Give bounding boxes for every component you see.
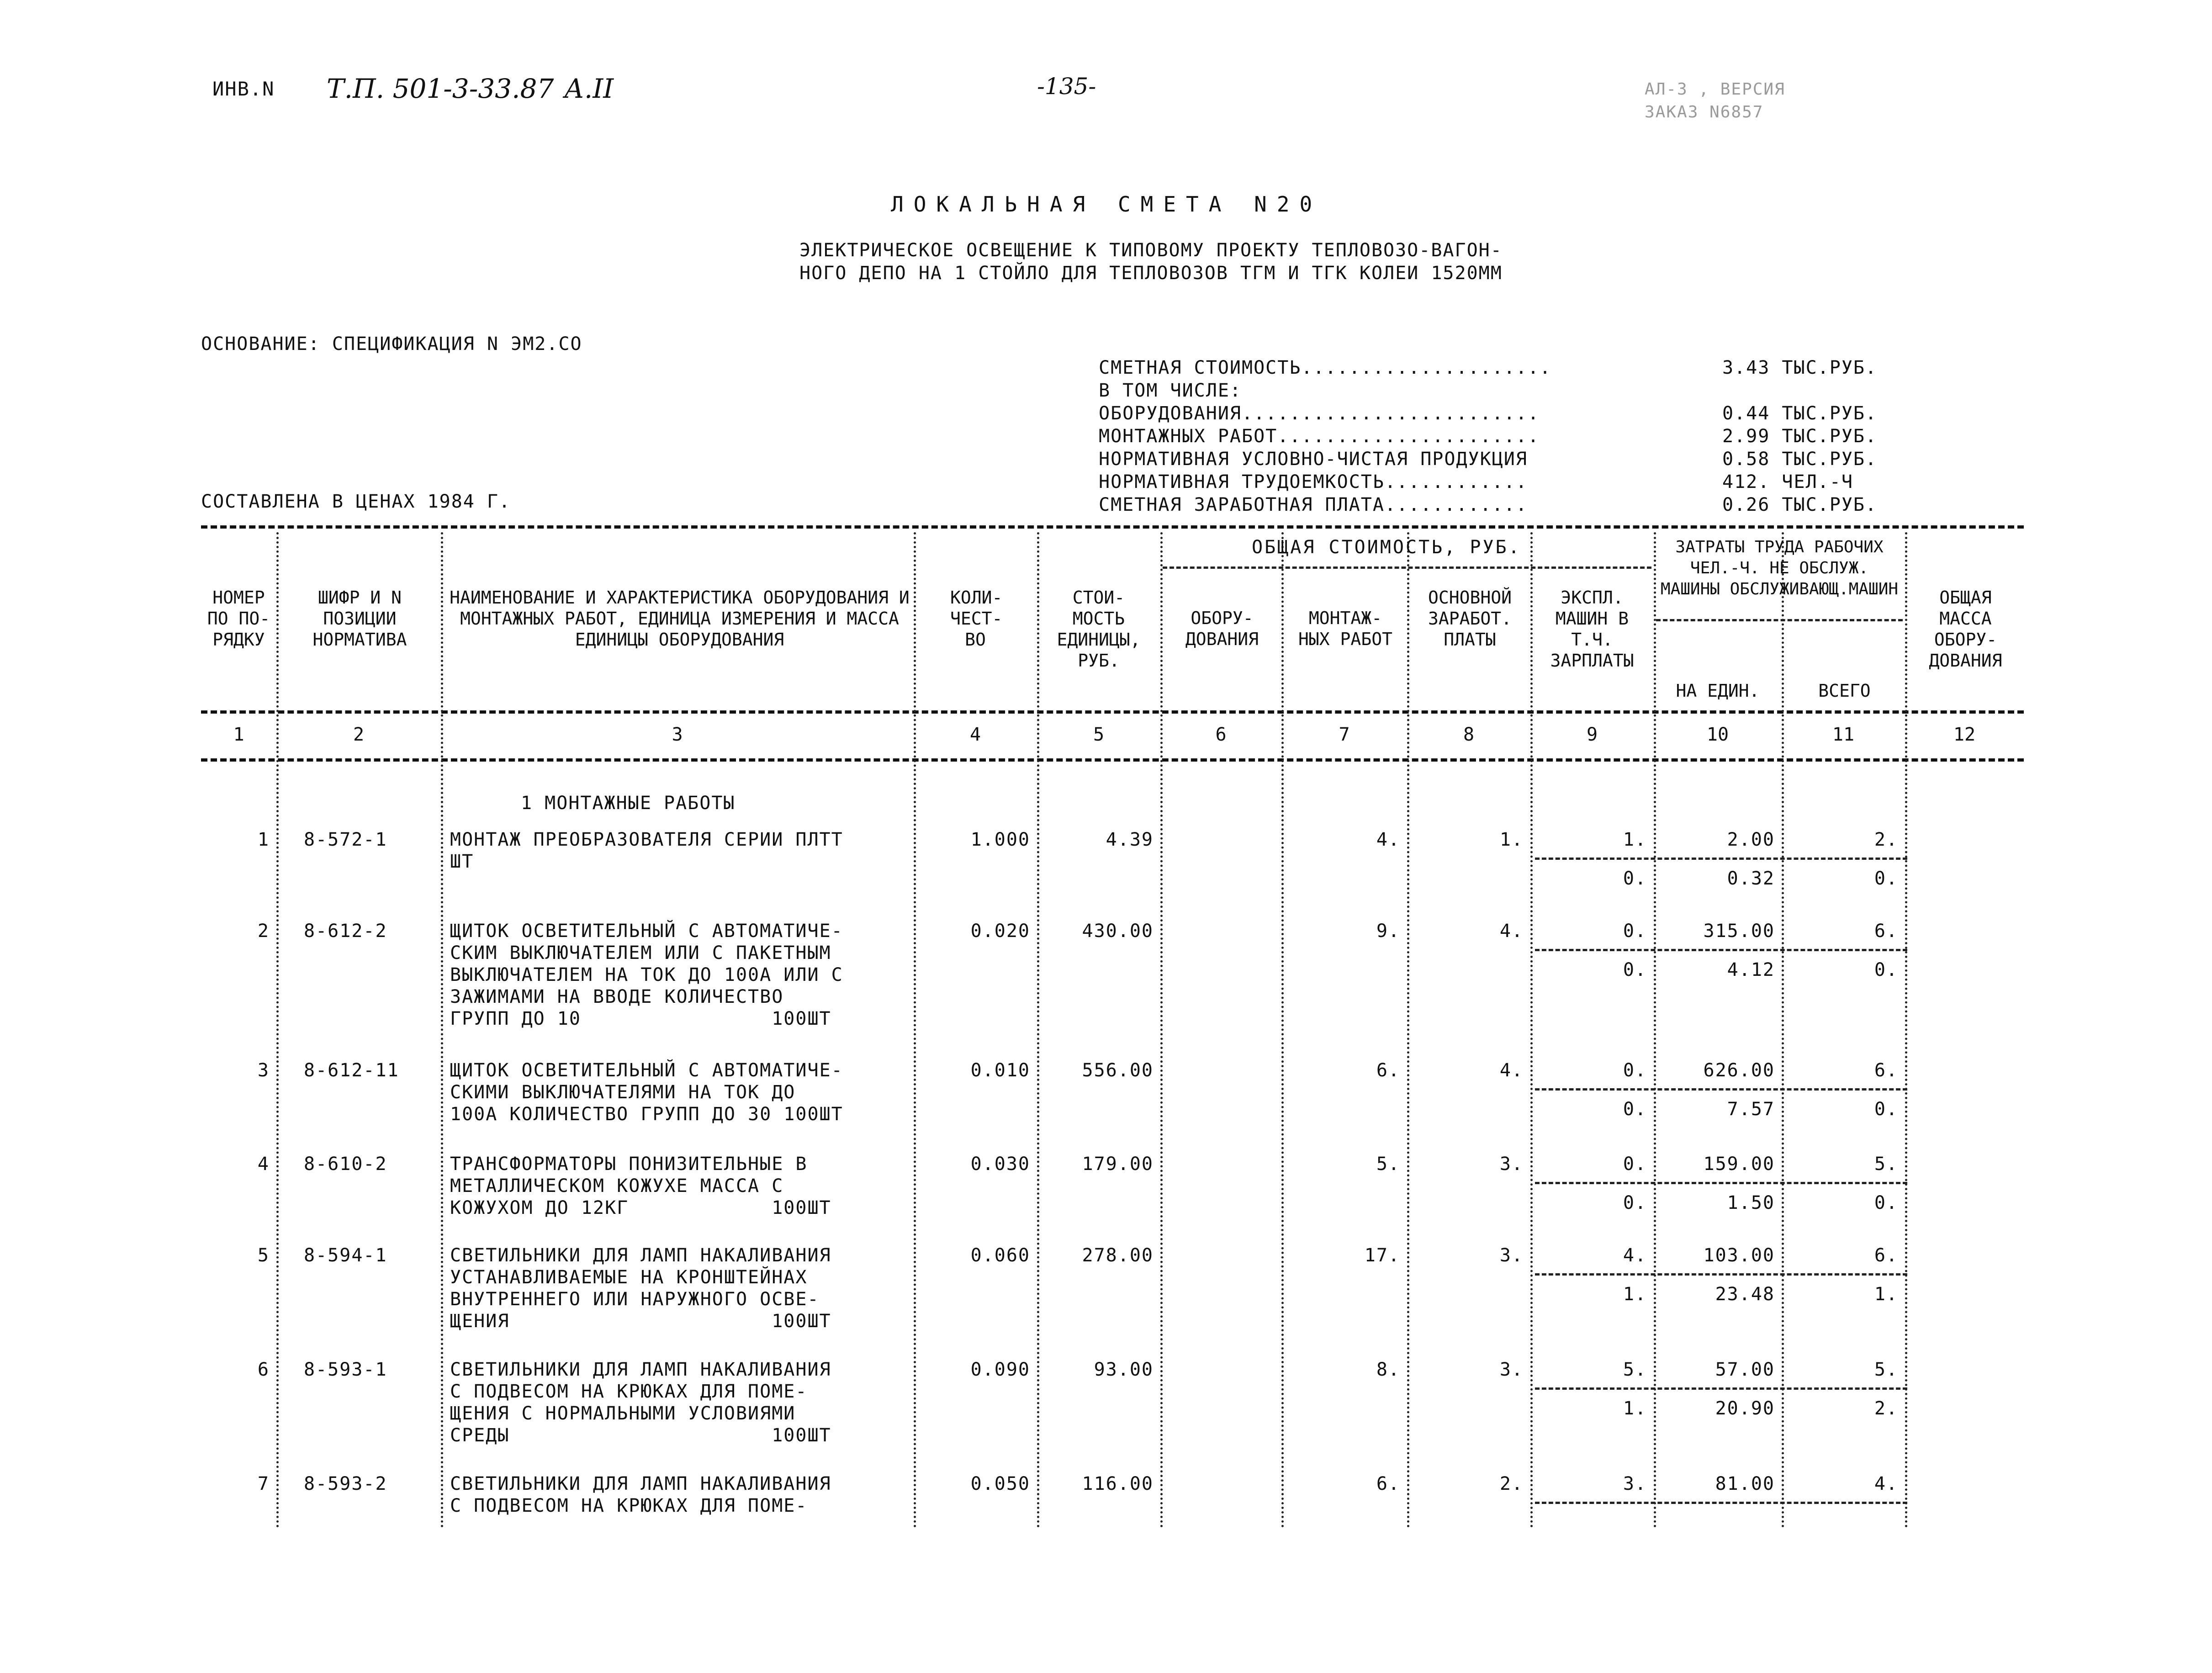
column-number: 2 <box>353 724 365 745</box>
row-labor-total-machines: 0. <box>1874 1192 1898 1213</box>
row-code: 8-610-2 <box>304 1154 387 1175</box>
column-number: 7 <box>1339 724 1350 745</box>
column-header-12: ОБЩАЯ МАССА ОБОРУ- ДОВАНИЯ <box>1929 588 2002 671</box>
subtitle-line-2: НОГО ДЕПО НА 1 СТОЙЛО ДЛЯ ТЕПЛОВОЗОВ ТГМ И ТГК КОЛЕИ 1520ММ <box>799 263 1503 284</box>
numbers-bottom-rule <box>201 758 2024 762</box>
section-title: 1 МОНТАЖНЫЕ РАБОТЫ <box>521 793 736 814</box>
row-machines: 3. <box>1623 1473 1647 1494</box>
row-labor-unit: 315.00 <box>1703 921 1775 942</box>
column-divider <box>1037 532 1039 1528</box>
summary-value: 412. ЧЕЛ.-Ч <box>1722 471 1853 492</box>
row-machines-wages: 0. <box>1623 868 1647 889</box>
summary-value: 0.44 ТЫС.РУБ. <box>1722 403 1878 424</box>
summary-label: НОРМАТИВНАЯ ТРУДОЕМКОСТЬ............ <box>1099 471 1528 492</box>
column-header-1: НОМЕР ПО ПО- РЯДКУ <box>207 588 270 650</box>
row-labor-total: 2. <box>1874 829 1898 850</box>
row-subline-rule <box>1535 858 1907 860</box>
column-divider <box>914 532 916 1528</box>
column-divider <box>1782 532 1784 1528</box>
row-labor-total-machines: 2. <box>1874 1398 1898 1419</box>
row-labor-total-machines: 1. <box>1874 1284 1898 1305</box>
summary-label: СМЕТНАЯ СТОИМОСТЬ..................... <box>1099 357 1552 378</box>
row-labor-unit: 159.00 <box>1703 1154 1775 1175</box>
row-subline-rule <box>1535 1273 1907 1276</box>
row-labor-unit-machines: 7.57 <box>1727 1099 1775 1120</box>
row-labor-total-machines: 0. <box>1874 868 1898 889</box>
column-header-8: ОСНОВНОЙ ЗАРАБОТ. ПЛАТЫ <box>1428 588 1512 650</box>
column-header-10: НА ЕДИН. <box>1676 681 1760 701</box>
row-description: ЩЕНИЯ С НОРМАЛЬНЫМИ УСЛОВИЯМИ <box>450 1403 796 1424</box>
summary-label: НОРМАТИВНАЯ УСЛОВНО-ЧИСТАЯ ПРОДУКЦИЯ <box>1099 449 1528 470</box>
project-code: Т.П. 501-3-33.87 <box>327 73 554 104</box>
row-labor-total: 6. <box>1874 1060 1898 1081</box>
top-right-line2: ЗАКАЗ N6857 <box>1645 103 1764 122</box>
column-header-2: ШИФР И N ПОЗИЦИИ НОРМАТИВА <box>312 588 407 650</box>
row-number: 2 <box>257 921 270 942</box>
summary-value: 0.58 ТЫС.РУБ. <box>1722 449 1878 470</box>
row-labor-unit: 626.00 <box>1703 1060 1775 1081</box>
row-description: СВЕТИЛЬНИКИ ДЛЯ ЛАМП НАКАЛИВАНИЯ <box>450 1245 831 1266</box>
row-number: 4 <box>257 1154 270 1175</box>
row-description: ГРУПП ДО 10 100ШТ <box>450 1008 831 1029</box>
row-code: 8-572-1 <box>304 829 387 850</box>
row-description: ЗАЖИМАМИ НА ВВОДЕ КОЛИЧЕСТВО <box>450 986 784 1007</box>
row-wages: 3. <box>1499 1359 1524 1380</box>
row-labor-unit-machines: 4.12 <box>1727 959 1775 980</box>
row-description: С ПОДВЕСОМ НА КРЮКАХ ДЛЯ ПОМЕ- <box>450 1495 808 1516</box>
column-number: 5 <box>1093 724 1105 745</box>
row-description: С ПОДВЕСОМ НА КРЮКАХ ДЛЯ ПОМЕ- <box>450 1381 808 1402</box>
row-subline-rule <box>1535 1387 1907 1390</box>
column-number: 8 <box>1463 724 1475 745</box>
row-unit-price: 278.00 <box>1082 1245 1154 1266</box>
row-quantity: 0.010 <box>970 1060 1030 1081</box>
subtitle-line-1: ЭЛЕКТРИЧЕСКОЕ ОСВЕЩЕНИЕ К ТИПОВОМУ ПРОЕКТУ ТЕПЛОВОЗО-ВАГОН- <box>799 240 1503 261</box>
group-header-labor: ЗАТРАТЫ ТРУДА РАБОЧИХ ЧЕЛ.-Ч. НЕ ОБСЛУЖ. МАШИНЫ ОБСЛУЖИВАЮЩ.МАШИН <box>1660 538 1899 598</box>
page-number: -135- <box>1037 73 1096 100</box>
document-title: ЛОКАЛЬНАЯ СМЕТА N20 <box>891 192 1323 217</box>
row-description: СКИМ ВЫКЛЮЧАТЕЛЕМ ИЛИ С ПАКЕТНЫМ <box>450 942 831 964</box>
column-divider <box>1905 532 1907 1528</box>
row-labor-total: 5. <box>1874 1359 1898 1380</box>
row-unit-price: 116.00 <box>1082 1473 1154 1494</box>
row-machines-wages: 0. <box>1623 1192 1647 1213</box>
row-subline-rule <box>1535 1088 1907 1091</box>
row-description: ЩИТОК ОСВЕТИТЕЛЬНЫЙ С АВТОМАТИЧЕ- <box>450 921 843 942</box>
column-divider <box>1160 532 1163 1528</box>
row-code: 8-593-1 <box>304 1359 387 1380</box>
row-number: 5 <box>257 1245 270 1266</box>
row-mounting-cost: 5. <box>1376 1154 1400 1175</box>
column-header-4: КОЛИ- ЧЕСТ- ВО <box>950 588 1003 650</box>
row-unit-price: 4.39 <box>1106 829 1154 850</box>
row-quantity: 0.060 <box>970 1245 1030 1266</box>
column-header-9: ЭКСПЛ. МАШИН В Т.Ч. ЗАРПЛАТЫ <box>1550 588 1634 671</box>
row-machines: 5. <box>1623 1359 1647 1380</box>
row-wages: 3. <box>1499 1245 1524 1266</box>
summary-label: ОБОРУДОВАНИЯ......................... <box>1099 403 1540 424</box>
row-machines-wages: 0. <box>1623 959 1647 980</box>
row-machines: 4. <box>1623 1245 1647 1266</box>
row-quantity: 0.050 <box>970 1473 1030 1494</box>
row-quantity: 0.090 <box>970 1359 1030 1380</box>
column-number: 6 <box>1215 724 1227 745</box>
summary-value: 0.26 ТЫС.РУБ. <box>1722 494 1878 515</box>
row-code: 8-594-1 <box>304 1245 387 1266</box>
row-mounting-cost: 6. <box>1376 1473 1400 1494</box>
row-description: СВЕТИЛЬНИКИ ДЛЯ ЛАМП НАКАЛИВАНИЯ <box>450 1359 831 1380</box>
inventory-label: ИНВ.N <box>212 78 275 100</box>
row-unit-price: 179.00 <box>1082 1154 1154 1175</box>
row-description: СКИМИ ВЫКЛЮЧАТЕЛЯМИ НА ТОК ДО <box>450 1082 796 1103</box>
column-header-7: МОНТАЖ- НЫХ РАБОТ <box>1298 608 1392 649</box>
row-labor-total: 5. <box>1874 1154 1898 1175</box>
row-mounting-cost: 6. <box>1376 1060 1400 1081</box>
row-description: КОЖУХОМ ДО 12КГ 100ШТ <box>450 1197 831 1218</box>
row-number: 7 <box>257 1473 270 1494</box>
row-number: 1 <box>257 829 270 850</box>
row-quantity: 1.000 <box>970 829 1030 850</box>
column-divider <box>276 532 279 1528</box>
summary-value: 2.99 ТЫС.РУБ. <box>1722 426 1878 447</box>
column-divider <box>1530 532 1533 1528</box>
column-header-11: ВСЕГО <box>1818 681 1871 701</box>
row-description: ТРАНСФОРМАТОРЫ ПОНИЗИТЕЛЬНЫЕ В <box>450 1154 808 1175</box>
summary-label: В ТОМ ЧИСЛЕ: <box>1099 380 1242 401</box>
row-mounting-cost: 17. <box>1364 1245 1400 1266</box>
column-header-5: СТОИ- МОСТЬ ЕДИНИЦЫ, РУБ. <box>1057 588 1141 671</box>
column-header-6: ОБОРУ- ДОВАНИЯ <box>1185 608 1259 649</box>
summary-label: МОНТАЖНЫХ РАБОТ...................... <box>1099 426 1540 447</box>
row-machines-wages: 1. <box>1623 1284 1647 1305</box>
row-description: МОНТАЖ ПРЕОБРАЗОВАТЕЛЯ СЕРИИ ПЛТТ <box>450 829 843 850</box>
row-quantity: 0.020 <box>970 921 1030 942</box>
row-description: 100А КОЛИЧЕСТВО ГРУПП ДО 30 100ШТ <box>450 1104 843 1125</box>
row-labor-total-machines: 0. <box>1874 1099 1898 1120</box>
row-quantity: 0.030 <box>970 1154 1030 1175</box>
row-number: 6 <box>257 1359 270 1380</box>
row-mounting-cost: 8. <box>1376 1359 1400 1380</box>
row-labor-unit-machines: 0.32 <box>1727 868 1775 889</box>
row-machines: 0. <box>1623 1060 1647 1081</box>
row-wages: 4. <box>1499 921 1524 942</box>
row-code: 8-612-11 <box>304 1060 399 1081</box>
column-number: 4 <box>969 724 981 745</box>
column-number: 12 <box>1953 724 1976 745</box>
row-labor-total: 6. <box>1874 1245 1898 1266</box>
column-number: 10 <box>1706 724 1729 745</box>
column-divider <box>1654 532 1656 1528</box>
column-header-3: НАИМЕНОВАНИЕ И ХАРАКТЕРИСТИКА ОБОРУДОВАНИЯ И МОНТАЖНЫХ РАБОТ, ЕДИНИЦА ИЗМЕРЕНИЯ И МАССА ЕДИНИЦЫ ОБОРУДОВАНИЯ <box>450 588 910 650</box>
row-mounting-cost: 9. <box>1376 921 1400 942</box>
row-labor-total-machines: 0. <box>1874 959 1898 980</box>
row-subline-rule <box>1535 1182 1907 1184</box>
basis-line: ОСНОВАНИЕ: СПЕЦИФИКАЦИЯ N ЭМ2.СО <box>201 334 582 355</box>
summary-value: 3.43 ТЫС.РУБ. <box>1722 357 1878 378</box>
row-unit-price: 556.00 <box>1082 1060 1154 1081</box>
row-wages: 3. <box>1499 1154 1524 1175</box>
row-unit-price: 430.00 <box>1082 921 1154 942</box>
row-labor-total: 6. <box>1874 921 1898 942</box>
row-description: СРЕДЫ 100ШТ <box>450 1425 831 1446</box>
row-labor-unit: 2.00 <box>1727 829 1775 850</box>
column-number: 1 <box>233 724 244 745</box>
row-description: МЕТАЛЛИЧЕСКОМ КОЖУХЕ МАССА С <box>450 1175 784 1197</box>
labor-subheader-underline <box>1656 619 1903 621</box>
group-header-cost: ОБЩАЯ СТОИМОСТЬ, РУБ. <box>1252 537 1521 558</box>
row-number: 3 <box>257 1060 270 1081</box>
column-divider <box>1407 532 1409 1528</box>
row-machines-wages: 1. <box>1623 1398 1647 1419</box>
row-subline-rule <box>1535 1502 1907 1504</box>
row-description: ЩЕНИЯ 100ШТ <box>450 1311 831 1332</box>
row-description: ЩИТОК ОСВЕТИТЕЛЬНЫЙ С АВТОМАТИЧЕ- <box>450 1060 843 1081</box>
group-cost-underline <box>1163 566 1651 569</box>
table-top-rule <box>201 525 2024 529</box>
column-divider <box>1281 532 1284 1528</box>
row-machines: 1. <box>1623 829 1647 850</box>
row-unit-price: 93.00 <box>1094 1359 1154 1380</box>
row-description: ШТ <box>450 851 474 872</box>
row-machines: 0. <box>1623 921 1647 942</box>
row-description: УСТАНАВЛИВАЕМЫЕ НА КРОНШТЕЙНАХ <box>450 1267 808 1288</box>
summary-label: СМЕТНАЯ ЗАРАБОТНАЯ ПЛАТА............ <box>1099 494 1528 515</box>
row-labor-unit: 81.00 <box>1715 1473 1775 1494</box>
row-description: ВНУТРЕННЕГО ИЛИ НАРУЖНОГО ОСВЕ- <box>450 1289 820 1310</box>
header-bottom-rule <box>201 710 2024 714</box>
row-labor-unit-machines: 20.90 <box>1715 1398 1775 1419</box>
row-machines: 0. <box>1623 1154 1647 1175</box>
row-mounting-cost: 4. <box>1376 829 1400 850</box>
row-labor-unit-machines: 23.48 <box>1715 1284 1775 1305</box>
row-labor-unit: 57.00 <box>1715 1359 1775 1380</box>
prices-line: СОСТАВЛЕНА В ЦЕНАХ 1984 Г. <box>201 491 511 512</box>
row-wages: 4. <box>1499 1060 1524 1081</box>
column-number: 11 <box>1832 724 1855 745</box>
row-description: СВЕТИЛЬНИКИ ДЛЯ ЛАМП НАКАЛИВАНИЯ <box>450 1473 831 1494</box>
row-code: 8-612-2 <box>304 921 387 942</box>
row-wages: 2. <box>1499 1473 1524 1494</box>
column-divider <box>441 532 443 1528</box>
row-machines-wages: 0. <box>1623 1099 1647 1120</box>
top-right-line1: АЛ-3 , ВЕРСИЯ <box>1645 80 1785 99</box>
row-subline-rule <box>1535 949 1907 951</box>
row-description: ВЫКЛЮЧАТЕЛЕМ НА ТОК ДО 100А ИЛИ С <box>450 964 843 985</box>
column-number: 3 <box>672 724 683 745</box>
row-code: 8-593-2 <box>304 1473 387 1494</box>
row-labor-unit: 103.00 <box>1703 1245 1775 1266</box>
row-labor-total: 4. <box>1874 1473 1898 1494</box>
column-number: 9 <box>1586 724 1598 745</box>
album-number: А.II <box>564 73 614 104</box>
row-labor-unit-machines: 1.50 <box>1727 1192 1775 1213</box>
row-wages: 1. <box>1499 829 1524 850</box>
